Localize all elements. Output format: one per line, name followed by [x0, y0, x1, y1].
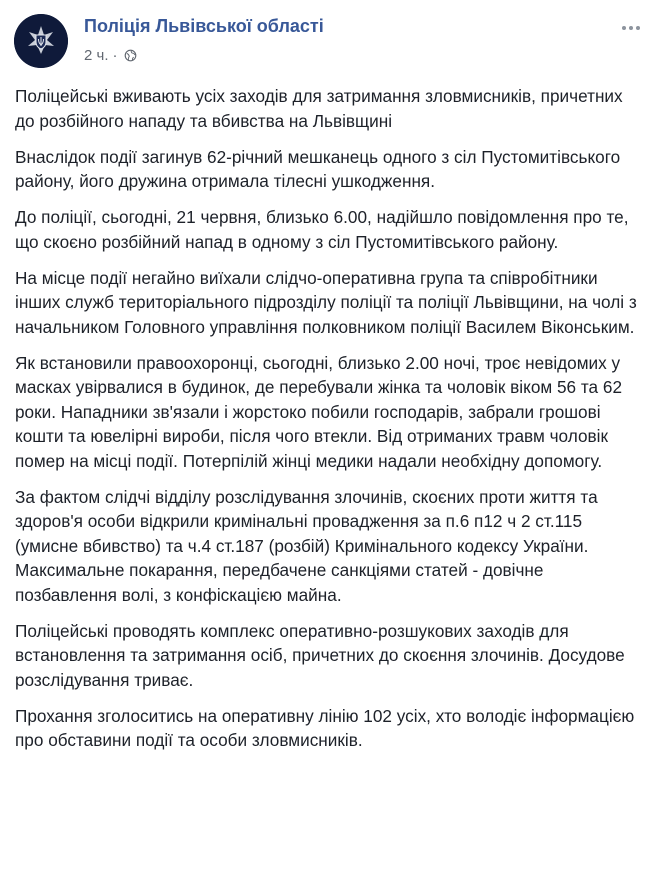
- post-paragraph: До поліції, сьогодні, 21 червня, близько 6.00, надійшло повідомлення про те, що скоєно розбійний напад в одному з сіл Пустомитівського району.: [15, 207, 629, 252]
- post-paragraph: Поліцейські вживають усіх заходів для затримання зловмисників, причетних до розбійного нападу та вбивства на Львівщині: [15, 86, 623, 131]
- meta-separator: ·: [112, 47, 118, 64]
- post-paragraph: Прохання зголоситись на оперативну лінію 102 усіх, хто володіє інформацією про обставини події та особи зловмисників.: [15, 705, 635, 750]
- post-header: [14, 14, 644, 70]
- more-dot: [622, 26, 626, 30]
- more-options-icon[interactable]: [618, 18, 644, 38]
- post-paragraph: За фактом слідчі відділу розслідування злочинів, скоєних проти життя та здоров'я особи відкрили кримінальні провадження за п.6 п12 ч 2 ст.115 (умисне вбивство) та ч.4 ст.187 (розбій) Кримінального кодексу України. Максимальне покарання, передбачене санкціями статей - довічне позбавлення волі, з конфіскацією майна.: [15, 486, 598, 605]
- post-paragraph: Внаслідок події загинув 62-річний мешканець одного з сіл Пустомитівського району, його дружина отримала тілесні ушкодження.: [15, 146, 621, 191]
- post-time[interactable]: 2 ч.: [84, 47, 109, 64]
- page-avatar[interactable]: [14, 14, 68, 68]
- post-paragraph: На місце події негайно виїхали слідчо-оперативна група та співробітники інших служб територіального підрозділу поліції та поліції Львівщини, на чолі з начальником Головного управління полковником поліції Василем Віконським.: [15, 267, 637, 337]
- more-dot: [636, 26, 640, 30]
- page-name-link[interactable]: Поліція Львівської області: [84, 16, 324, 36]
- post-paragraph: Поліцейські проводять комплекс оперативно-розшукових заходів для встановлення та затримання осіб, причетних до скоєння злочинів. Досудове розслідування триває.: [15, 620, 625, 690]
- globe-icon[interactable]: [124, 49, 137, 62]
- police-emblem-icon: [14, 14, 68, 68]
- more-dot: [629, 26, 633, 30]
- post-meta: [84, 47, 137, 64]
- post-text: [15, 84, 643, 764]
- post-paragraph: Як встановили правоохоронці, сьогодні, близько 2.00 ночі, троє невідомих у масках увірвалися в будинок, де перебували жінка та чоловік віком 56 та 62 роки. Нападники зв'язали і жорстоко побили господарів, забрали грошові кошти та ювелірні вироби, після чого втекли. Від отриманих травм чоловік помер на місці події. Потерпілій жінці медики надали необхідну допомогу.: [15, 352, 623, 471]
